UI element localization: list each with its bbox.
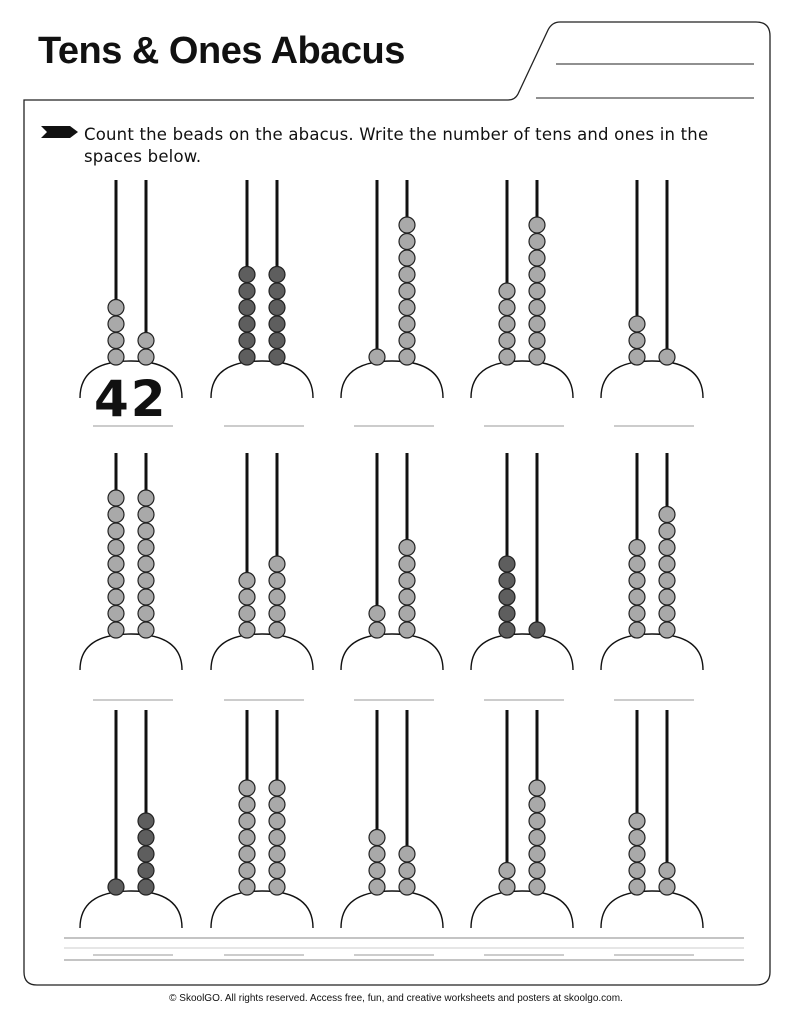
ones-bead <box>659 879 675 895</box>
ones-bead <box>138 606 154 622</box>
ones-bead <box>399 879 415 895</box>
tens-bead <box>239 846 255 862</box>
ones-bead <box>399 556 415 572</box>
tens-bead <box>239 573 255 589</box>
ones-bead <box>138 589 154 605</box>
ones-bead <box>138 333 154 349</box>
ones-bead <box>399 283 415 299</box>
ones-bead <box>529 830 545 846</box>
ones-bead <box>138 349 154 365</box>
tens-bead <box>239 863 255 879</box>
ones-bead <box>269 797 285 813</box>
tens-bead <box>108 333 124 349</box>
tens-bead <box>629 349 645 365</box>
ones-bead <box>659 523 675 539</box>
tens-bead <box>629 573 645 589</box>
ones-bead <box>399 589 415 605</box>
tens-bead <box>369 830 385 846</box>
ones-bead <box>399 217 415 233</box>
ones-bead <box>529 300 545 316</box>
tens-bead <box>108 556 124 572</box>
tens-bead <box>239 283 255 299</box>
ones-bead <box>138 490 154 506</box>
tens-bead <box>239 267 255 283</box>
tens-bead <box>239 830 255 846</box>
ones-bead <box>269 589 285 605</box>
example-answer: 42 <box>94 370 168 428</box>
tens-bead <box>629 589 645 605</box>
tens-bead <box>108 622 124 638</box>
ones-bead <box>269 267 285 283</box>
footer: © SkoolGO. All rights reserved. Access free, fun, and creative worksheets and posters at skoolgo.com. <box>169 993 623 1004</box>
tens-bead <box>239 797 255 813</box>
ones-bead <box>269 830 285 846</box>
ones-bead <box>269 879 285 895</box>
tens-bead <box>108 606 124 622</box>
ones-bead <box>269 283 285 299</box>
tens-bead <box>108 316 124 332</box>
ones-bead <box>269 556 285 572</box>
ones-bead <box>659 622 675 638</box>
ones-bead <box>399 573 415 589</box>
ones-bead <box>399 316 415 332</box>
tens-bead <box>629 606 645 622</box>
ones-bead <box>529 333 545 349</box>
ones-bead <box>659 573 675 589</box>
ones-bead <box>138 523 154 539</box>
ones-bead <box>269 813 285 829</box>
abacus-base <box>80 891 182 928</box>
ones-bead <box>529 349 545 365</box>
tens-bead <box>239 622 255 638</box>
tens-bead <box>629 863 645 879</box>
tens-bead <box>629 556 645 572</box>
tens-bead <box>239 333 255 349</box>
ones-bead <box>269 349 285 365</box>
tens-bead <box>499 622 515 638</box>
ones-bead <box>138 507 154 523</box>
ones-bead <box>529 813 545 829</box>
ones-bead <box>399 300 415 316</box>
tens-bead <box>108 573 124 589</box>
abacus-base <box>211 361 313 398</box>
ones-bead <box>269 846 285 862</box>
ones-bead <box>269 780 285 796</box>
ones-bead <box>269 300 285 316</box>
abacus-base <box>211 634 313 670</box>
arrow-icon <box>41 126 78 138</box>
ones-bead <box>529 780 545 796</box>
abacus-base <box>80 634 182 670</box>
ones-bead <box>529 234 545 250</box>
tens-bead <box>499 283 515 299</box>
ones-bead <box>529 622 545 638</box>
ones-bead <box>529 316 545 332</box>
tens-bead <box>239 780 255 796</box>
ones-bead <box>529 283 545 299</box>
ones-bead <box>138 813 154 829</box>
abacus-base <box>471 634 573 670</box>
abacus-base <box>601 361 703 398</box>
tens-bead <box>629 622 645 638</box>
ones-bead <box>529 250 545 266</box>
tens-bead <box>369 879 385 895</box>
tens-bead <box>239 300 255 316</box>
tens-bead <box>499 589 515 605</box>
ones-bead <box>138 556 154 572</box>
abacus-base <box>341 891 443 928</box>
ones-bead <box>399 863 415 879</box>
ones-bead <box>399 250 415 266</box>
tens-bead <box>499 349 515 365</box>
tens-bead <box>239 879 255 895</box>
ones-bead <box>529 217 545 233</box>
ones-bead <box>399 622 415 638</box>
tens-bead <box>499 606 515 622</box>
ones-bead <box>659 507 675 523</box>
tens-bead <box>369 606 385 622</box>
ones-bead <box>399 333 415 349</box>
tens-bead <box>629 813 645 829</box>
tens-bead <box>108 349 124 365</box>
tens-bead <box>499 333 515 349</box>
ones-bead <box>659 863 675 879</box>
ones-bead <box>138 540 154 556</box>
tens-bead <box>369 349 385 365</box>
ones-bead <box>138 573 154 589</box>
ones-bead <box>659 349 675 365</box>
tens-bead <box>239 349 255 365</box>
ones-bead <box>659 556 675 572</box>
page-title: Tens & Ones Abacus <box>38 30 405 72</box>
tens-bead <box>108 540 124 556</box>
tens-bead <box>499 573 515 589</box>
abacus-grid <box>80 180 703 955</box>
ones-bead <box>138 830 154 846</box>
ones-bead <box>138 846 154 862</box>
abacus-base <box>601 891 703 928</box>
ones-bead <box>138 879 154 895</box>
ones-bead <box>269 573 285 589</box>
ones-bead <box>529 863 545 879</box>
tens-bead <box>108 879 124 895</box>
tens-bead <box>108 300 124 316</box>
abacus-base <box>471 361 573 398</box>
tens-bead <box>499 863 515 879</box>
tens-bead <box>629 879 645 895</box>
tens-bead <box>239 813 255 829</box>
tens-bead <box>239 606 255 622</box>
abacus-base <box>341 634 443 670</box>
ones-bead <box>269 316 285 332</box>
ones-bead <box>529 267 545 283</box>
ones-bead <box>529 797 545 813</box>
ones-bead <box>659 589 675 605</box>
tens-bead <box>369 863 385 879</box>
tens-bead <box>499 556 515 572</box>
ones-bead <box>269 606 285 622</box>
ones-bead <box>529 879 545 895</box>
ones-bead <box>399 267 415 283</box>
ones-bead <box>138 622 154 638</box>
tens-bead <box>369 846 385 862</box>
tens-bead <box>108 589 124 605</box>
ones-bead <box>399 846 415 862</box>
tens-bead <box>629 540 645 556</box>
tens-bead <box>499 879 515 895</box>
ones-bead <box>269 622 285 638</box>
abacus-base <box>471 891 573 928</box>
tens-bead <box>239 316 255 332</box>
tens-bead <box>629 830 645 846</box>
abacus-base <box>211 891 313 928</box>
ones-bead <box>269 863 285 879</box>
tens-bead <box>629 846 645 862</box>
ones-bead <box>659 540 675 556</box>
tens-bead <box>629 333 645 349</box>
tens-bead <box>239 589 255 605</box>
abacus-base <box>341 361 443 398</box>
tens-bead <box>108 507 124 523</box>
tens-bead <box>369 622 385 638</box>
ones-bead <box>138 863 154 879</box>
ones-bead <box>399 540 415 556</box>
tens-bead <box>629 316 645 332</box>
instructions: Count the beads on the abacus. Write the number of tens and ones in the spaces below. <box>84 125 709 166</box>
ones-bead <box>399 234 415 250</box>
tens-bead <box>108 490 124 506</box>
ones-bead <box>529 846 545 862</box>
abacus-base <box>601 634 703 670</box>
tens-bead <box>499 300 515 316</box>
tens-bead <box>499 316 515 332</box>
ones-bead <box>399 606 415 622</box>
ones-bead <box>659 606 675 622</box>
tens-bead <box>108 523 124 539</box>
ones-bead <box>269 333 285 349</box>
ones-bead <box>399 349 415 365</box>
